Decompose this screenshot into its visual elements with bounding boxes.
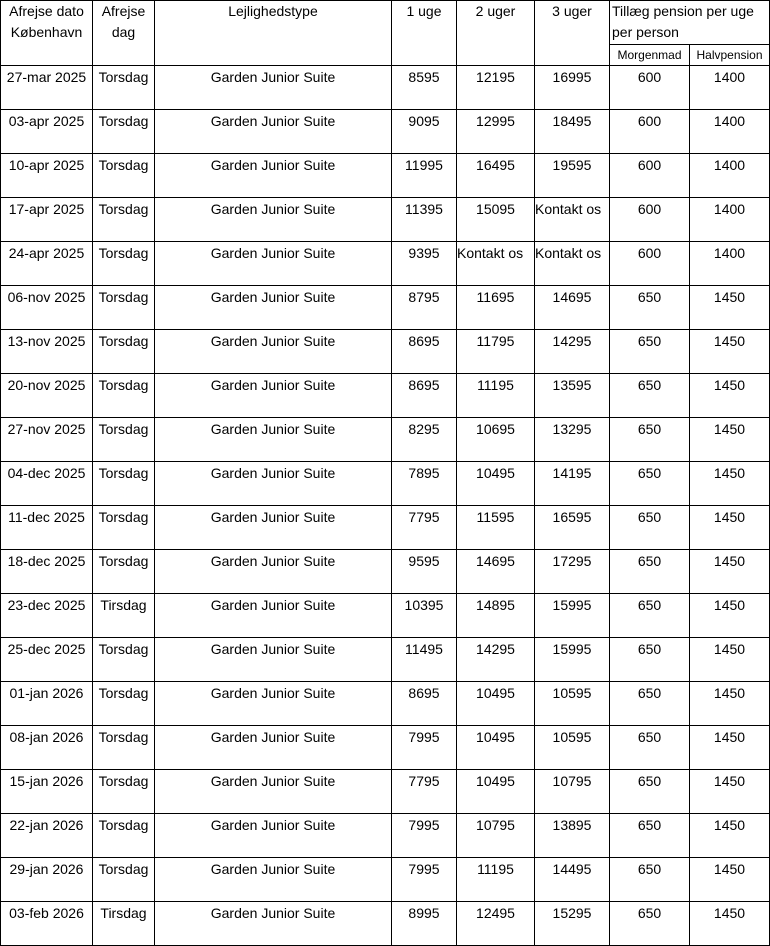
table-row (1, 638, 770, 682)
cell-halfboard: 1450 (690, 814, 770, 858)
cell-apartment: Garden Junior Suite (155, 418, 392, 462)
cell-date: 15-jan 2026 (1, 770, 93, 814)
cell-date: 27-mar 2025 (1, 66, 93, 110)
cell-1-week: 10395 (392, 594, 457, 638)
cell-date: 11-dec 2025 (1, 506, 93, 550)
cell-date: 06-nov 2025 (1, 286, 93, 330)
cell-apartment: Garden Junior Suite (155, 462, 392, 506)
table-row (1, 594, 770, 638)
cell-date: 29-jan 2026 (1, 858, 93, 902)
cell-date: 01-jan 2026 (1, 682, 93, 726)
cell-breakfast: 600 (610, 110, 690, 154)
cell-apartment: Garden Junior Suite (155, 330, 392, 374)
cell-2-weeks: 10495 (457, 462, 535, 506)
cell-2-weeks: 12495 (457, 902, 535, 946)
cell-day: Torsdag (93, 858, 155, 902)
cell-halfboard: 1400 (690, 198, 770, 242)
table-row (1, 682, 770, 726)
header-2-weeks: 2 uger (457, 1, 535, 66)
cell-1-week: 7895 (392, 462, 457, 506)
cell-day: Tirsdag (93, 902, 155, 946)
cell-day: Torsdag (93, 550, 155, 594)
cell-apartment: Garden Junior Suite (155, 638, 392, 682)
cell-2-weeks: 14895 (457, 594, 535, 638)
cell-day: Torsdag (93, 770, 155, 814)
table-row (1, 506, 770, 550)
table-row (1, 330, 770, 374)
cell-2-weeks: 11595 (457, 506, 535, 550)
cell-date: 04-dec 2025 (1, 462, 93, 506)
cell-apartment: Garden Junior Suite (155, 770, 392, 814)
table-row (1, 726, 770, 770)
cell-2-weeks: 12195 (457, 66, 535, 110)
cell-date: 03-feb 2026 (1, 902, 93, 946)
cell-breakfast: 650 (610, 418, 690, 462)
cell-3-weeks: 14495 (535, 858, 610, 902)
cell-1-week: 7795 (392, 770, 457, 814)
cell-date: 23-dec 2025 (1, 594, 93, 638)
cell-2-weeks: 11195 (457, 858, 535, 902)
cell-2-weeks: 14695 (457, 550, 535, 594)
cell-breakfast: 650 (610, 374, 690, 418)
cell-apartment: Garden Junior Suite (155, 550, 392, 594)
cell-day: Torsdag (93, 154, 155, 198)
cell-date: 27-nov 2025 (1, 418, 93, 462)
cell-3-weeks: Kontakt os (535, 242, 610, 286)
cell-day: Torsdag (93, 638, 155, 682)
cell-breakfast: 600 (610, 154, 690, 198)
cell-1-week: 9095 (392, 110, 457, 154)
cell-day: Torsdag (93, 418, 155, 462)
cell-day: Torsdag (93, 814, 155, 858)
cell-3-weeks: 10595 (535, 682, 610, 726)
cell-1-week: 11495 (392, 638, 457, 682)
cell-3-weeks: 16595 (535, 506, 610, 550)
cell-apartment: Garden Junior Suite (155, 682, 392, 726)
cell-day: Torsdag (93, 374, 155, 418)
cell-2-weeks: 10495 (457, 726, 535, 770)
cell-3-weeks: 13895 (535, 814, 610, 858)
cell-1-week: 8295 (392, 418, 457, 462)
cell-1-week: 8795 (392, 286, 457, 330)
cell-breakfast: 650 (610, 462, 690, 506)
cell-date: 08-jan 2026 (1, 726, 93, 770)
cell-breakfast: 600 (610, 198, 690, 242)
cell-2-weeks: 15095 (457, 198, 535, 242)
cell-3-weeks: 19595 (535, 154, 610, 198)
table-row (1, 770, 770, 814)
cell-apartment: Garden Junior Suite (155, 374, 392, 418)
cell-2-weeks: 10695 (457, 418, 535, 462)
cell-date: 20-nov 2025 (1, 374, 93, 418)
cell-3-weeks: 13595 (535, 374, 610, 418)
cell-1-week: 8695 (392, 330, 457, 374)
cell-3-weeks: 14695 (535, 286, 610, 330)
cell-1-week: 8695 (392, 682, 457, 726)
cell-halfboard: 1450 (690, 506, 770, 550)
table-row (1, 902, 770, 946)
table-row (1, 110, 770, 154)
cell-2-weeks: 10795 (457, 814, 535, 858)
cell-halfboard: 1450 (690, 330, 770, 374)
cell-3-weeks: 10795 (535, 770, 610, 814)
cell-1-week: 7795 (392, 506, 457, 550)
header-day: Afrejse dag (93, 1, 155, 66)
cell-day: Tirsdag (93, 594, 155, 638)
cell-date: 10-apr 2025 (1, 154, 93, 198)
table-row (1, 286, 770, 330)
cell-date: 25-dec 2025 (1, 638, 93, 682)
cell-date: 22-jan 2026 (1, 814, 93, 858)
cell-2-weeks: 10495 (457, 682, 535, 726)
header-halfboard: Halvpension (690, 45, 770, 66)
cell-1-week: 9595 (392, 550, 457, 594)
cell-2-weeks: 11195 (457, 374, 535, 418)
cell-3-weeks: 15295 (535, 902, 610, 946)
cell-1-week: 11395 (392, 198, 457, 242)
header-pension: Tillæg pension per uge per person (610, 1, 770, 45)
cell-3-weeks: 18495 (535, 110, 610, 154)
table-row (1, 242, 770, 286)
cell-halfboard: 1450 (690, 902, 770, 946)
cell-apartment: Garden Junior Suite (155, 902, 392, 946)
cell-breakfast: 600 (610, 242, 690, 286)
cell-3-weeks: 13295 (535, 418, 610, 462)
cell-date: 03-apr 2025 (1, 110, 93, 154)
cell-3-weeks: 14295 (535, 330, 610, 374)
cell-halfboard: 1400 (690, 242, 770, 286)
cell-2-weeks: Kontakt os (457, 242, 535, 286)
cell-halfboard: 1400 (690, 66, 770, 110)
cell-halfboard: 1450 (690, 550, 770, 594)
cell-breakfast: 650 (610, 550, 690, 594)
cell-3-weeks: 16995 (535, 66, 610, 110)
cell-breakfast: 650 (610, 770, 690, 814)
cell-halfboard: 1450 (690, 594, 770, 638)
cell-day: Torsdag (93, 462, 155, 506)
cell-day: Torsdag (93, 198, 155, 242)
cell-2-weeks: 11795 (457, 330, 535, 374)
cell-1-week: 7995 (392, 858, 457, 902)
table-row (1, 66, 770, 110)
table-row (1, 550, 770, 594)
cell-1-week: 9395 (392, 242, 457, 286)
cell-breakfast: 600 (610, 66, 690, 110)
cell-day: Torsdag (93, 726, 155, 770)
cell-2-weeks: 12995 (457, 110, 535, 154)
cell-2-weeks: 11695 (457, 286, 535, 330)
table-row (1, 418, 770, 462)
cell-day: Torsdag (93, 506, 155, 550)
table-row (1, 154, 770, 198)
cell-halfboard: 1450 (690, 286, 770, 330)
cell-1-week: 8595 (392, 66, 457, 110)
cell-1-week: 7995 (392, 726, 457, 770)
cell-halfboard: 1450 (690, 858, 770, 902)
cell-3-weeks: 15995 (535, 638, 610, 682)
cell-date: 18-dec 2025 (1, 550, 93, 594)
cell-day: Torsdag (93, 110, 155, 154)
cell-breakfast: 650 (610, 682, 690, 726)
cell-3-weeks: Kontakt os (535, 198, 610, 242)
header-row (1, 1, 770, 45)
cell-apartment: Garden Junior Suite (155, 242, 392, 286)
header-apartment: Lejlighedstype (155, 1, 392, 66)
table-row (1, 814, 770, 858)
cell-halfboard: 1450 (690, 418, 770, 462)
cell-apartment: Garden Junior Suite (155, 506, 392, 550)
cell-date: 13-nov 2025 (1, 330, 93, 374)
cell-apartment: Garden Junior Suite (155, 110, 392, 154)
cell-apartment: Garden Junior Suite (155, 594, 392, 638)
cell-halfboard: 1450 (690, 770, 770, 814)
cell-apartment: Garden Junior Suite (155, 154, 392, 198)
cell-breakfast: 650 (610, 286, 690, 330)
cell-breakfast: 650 (610, 902, 690, 946)
cell-halfboard: 1450 (690, 726, 770, 770)
cell-1-week: 8995 (392, 902, 457, 946)
cell-date: 24-apr 2025 (1, 242, 93, 286)
cell-2-weeks: 14295 (457, 638, 535, 682)
cell-3-weeks: 17295 (535, 550, 610, 594)
cell-apartment: Garden Junior Suite (155, 814, 392, 858)
cell-apartment: Garden Junior Suite (155, 858, 392, 902)
cell-apartment: Garden Junior Suite (155, 726, 392, 770)
cell-halfboard: 1450 (690, 374, 770, 418)
cell-day: Torsdag (93, 242, 155, 286)
cell-day: Torsdag (93, 286, 155, 330)
cell-apartment: Garden Junior Suite (155, 198, 392, 242)
cell-breakfast: 650 (610, 330, 690, 374)
table-row (1, 462, 770, 506)
cell-breakfast: 650 (610, 814, 690, 858)
table-body (1, 66, 770, 946)
header-3-weeks: 3 uger (535, 1, 610, 66)
cell-3-weeks: 15995 (535, 594, 610, 638)
cell-day: Torsdag (93, 66, 155, 110)
cell-day: Torsdag (93, 330, 155, 374)
cell-1-week: 8695 (392, 374, 457, 418)
table-row (1, 374, 770, 418)
cell-breakfast: 650 (610, 594, 690, 638)
cell-halfboard: 1400 (690, 110, 770, 154)
cell-apartment: Garden Junior Suite (155, 286, 392, 330)
cell-breakfast: 650 (610, 638, 690, 682)
header-breakfast: Morgenmad (610, 45, 690, 66)
cell-2-weeks: 10495 (457, 770, 535, 814)
cell-halfboard: 1450 (690, 462, 770, 506)
header-date: Afrejse dato København (1, 1, 93, 66)
cell-halfboard: 1450 (690, 638, 770, 682)
header-1-week: 1 uge (392, 1, 457, 66)
cell-day: Torsdag (93, 682, 155, 726)
cell-halfboard: 1400 (690, 154, 770, 198)
cell-breakfast: 650 (610, 506, 690, 550)
cell-1-week: 7995 (392, 814, 457, 858)
cell-2-weeks: 16495 (457, 154, 535, 198)
cell-1-week: 11995 (392, 154, 457, 198)
cell-date: 17-apr 2025 (1, 198, 93, 242)
cell-halfboard: 1450 (690, 682, 770, 726)
cell-apartment: Garden Junior Suite (155, 66, 392, 110)
cell-3-weeks: 10595 (535, 726, 610, 770)
cell-breakfast: 650 (610, 726, 690, 770)
table-row (1, 858, 770, 902)
cell-3-weeks: 14195 (535, 462, 610, 506)
cell-breakfast: 650 (610, 858, 690, 902)
table-row (1, 198, 770, 242)
